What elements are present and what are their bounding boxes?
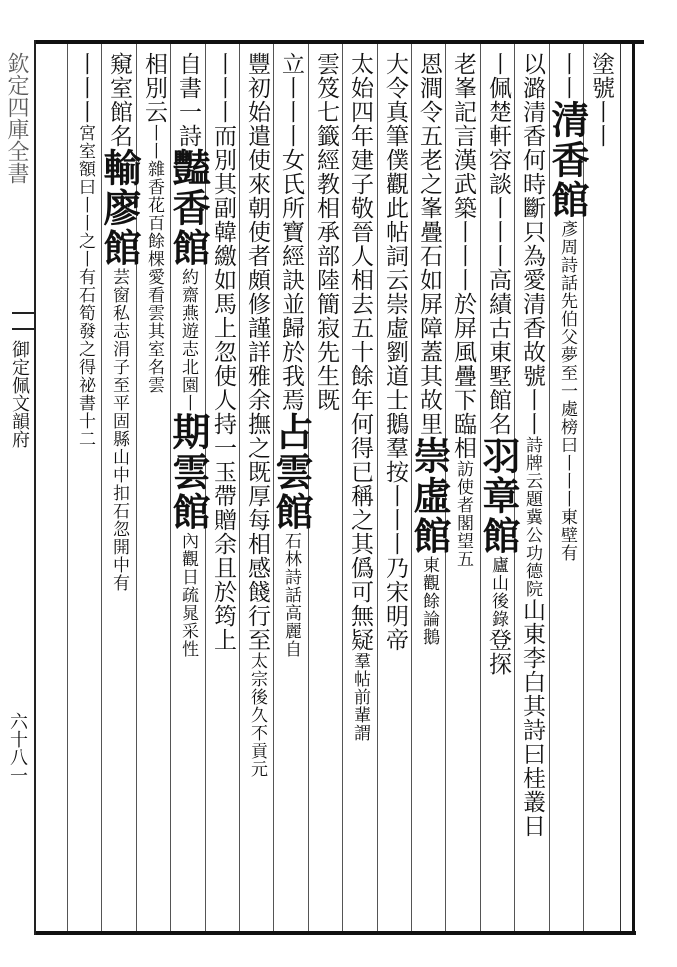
- page-number: 六十八一: [7, 712, 28, 784]
- frame-right-border: [632, 40, 635, 935]
- body-text: 登探: [485, 628, 511, 676]
- body-text: 窺室館名: [106, 52, 132, 148]
- body-text: 塗號丨丨: [588, 52, 614, 148]
- text-column: [309, 52, 343, 912]
- body-text: 大令真筆僕觀此帖詞云崇虛劉道士鵝羣按丨丨丨乃宋明帝: [382, 52, 408, 652]
- frame-inner-rule: [620, 44, 621, 931]
- annotation-text: 太宗後久不貢元: [247, 652, 267, 778]
- entry-heading: 清香館: [545, 100, 590, 220]
- annotation-text: 東觀餘論鵝: [419, 556, 439, 646]
- annotation-text: 石林詩話高麗自: [281, 532, 301, 658]
- body-text: 山東李白其詩曰桂叢日: [519, 598, 545, 838]
- entry-heading: 豔香館: [166, 148, 211, 268]
- body-text: 老峯記言漢武築丨丨丨於屏風疊下臨相: [450, 52, 476, 460]
- annotation-text: 約齋燕遊志北園丨: [178, 268, 198, 412]
- entry-heading: 羽章館: [476, 436, 521, 556]
- body-text: 雲笈七籤經教相承部陸簡寂先生既: [313, 52, 339, 412]
- body-text: 丨佩楚軒容談丨丨丨高績古東墅館名: [485, 52, 511, 436]
- text-column: [378, 52, 412, 912]
- text-column: [476, 52, 521, 912]
- annotation-text: 詩牌云題冀公功德院: [522, 436, 542, 598]
- annotation-text: 羣帖前輩謂: [350, 652, 370, 742]
- text-column: [137, 52, 171, 912]
- fishtail-ornament: [12, 312, 36, 330]
- body-text: 丨丨: [554, 52, 580, 100]
- body-text: 恩澗令五老之峯疊石如屏障蓋其故里: [416, 52, 442, 436]
- text-column: [343, 52, 377, 912]
- annotation-text: 丨丨雜香花百餘棵: [144, 124, 164, 268]
- text-column: [97, 52, 142, 912]
- body-text: 丨丨丨而別其副韓繳如馬上忽使人持一玉帶贈余且於筠上: [210, 52, 236, 652]
- body-text: 太始四年建子敬晉人相去五十餘年何得已稱之其僞可無疑: [347, 52, 373, 652]
- text-column: [68, 52, 102, 912]
- frame-top-border: [34, 40, 644, 44]
- annotation-text: 芸窗私志涓子至平固縣山中扣石忽開中有: [109, 268, 129, 592]
- annotation-text: 內觀日疏晁采性: [178, 532, 198, 658]
- body-text: 立丨丨丨女氏所寶經訣並歸於我焉: [278, 52, 304, 412]
- body-text: 自書一詩: [175, 52, 201, 148]
- body-text: 豐初始遣使來朝使者頗修謹詳雅余撫之既厚每相感餞行至: [244, 52, 270, 652]
- annotation-text: 愛看雲其室名雲: [144, 268, 164, 394]
- frame-bottom-border: [36, 931, 636, 935]
- text-column: [407, 52, 452, 912]
- text-column: [269, 52, 314, 912]
- text-column: [240, 52, 274, 912]
- body-text: 相別云: [141, 52, 167, 124]
- entry-heading: 占雲館: [269, 412, 314, 532]
- frame-left-border: [34, 40, 36, 935]
- entry-heading: 輸廖館: [97, 148, 142, 268]
- body-text: 丨丨丨: [72, 52, 98, 124]
- text-column: [545, 52, 590, 912]
- annotation-text: 訪使者閣望五: [453, 460, 473, 568]
- entry-heading: 期雲館: [166, 412, 211, 532]
- edge-text: 欽定四庫全書: [4, 52, 29, 184]
- annotation-text: 廬山後錄: [488, 556, 508, 628]
- text-column: [166, 52, 211, 912]
- annotation-text: 宮室額曰丨丨之丨有石筍發之得祕書十二: [75, 124, 95, 448]
- body-text: 以潞清香何時斷只為愛清香故號丨丨: [519, 52, 545, 436]
- annotation-text: 彥周詩話先伯父夢至一處榜曰丨丨丨東壁有: [557, 220, 577, 562]
- text-column: [206, 52, 240, 912]
- book-title: 御定佩文韻府: [9, 340, 30, 448]
- entry-heading: 崇虛館: [407, 436, 452, 556]
